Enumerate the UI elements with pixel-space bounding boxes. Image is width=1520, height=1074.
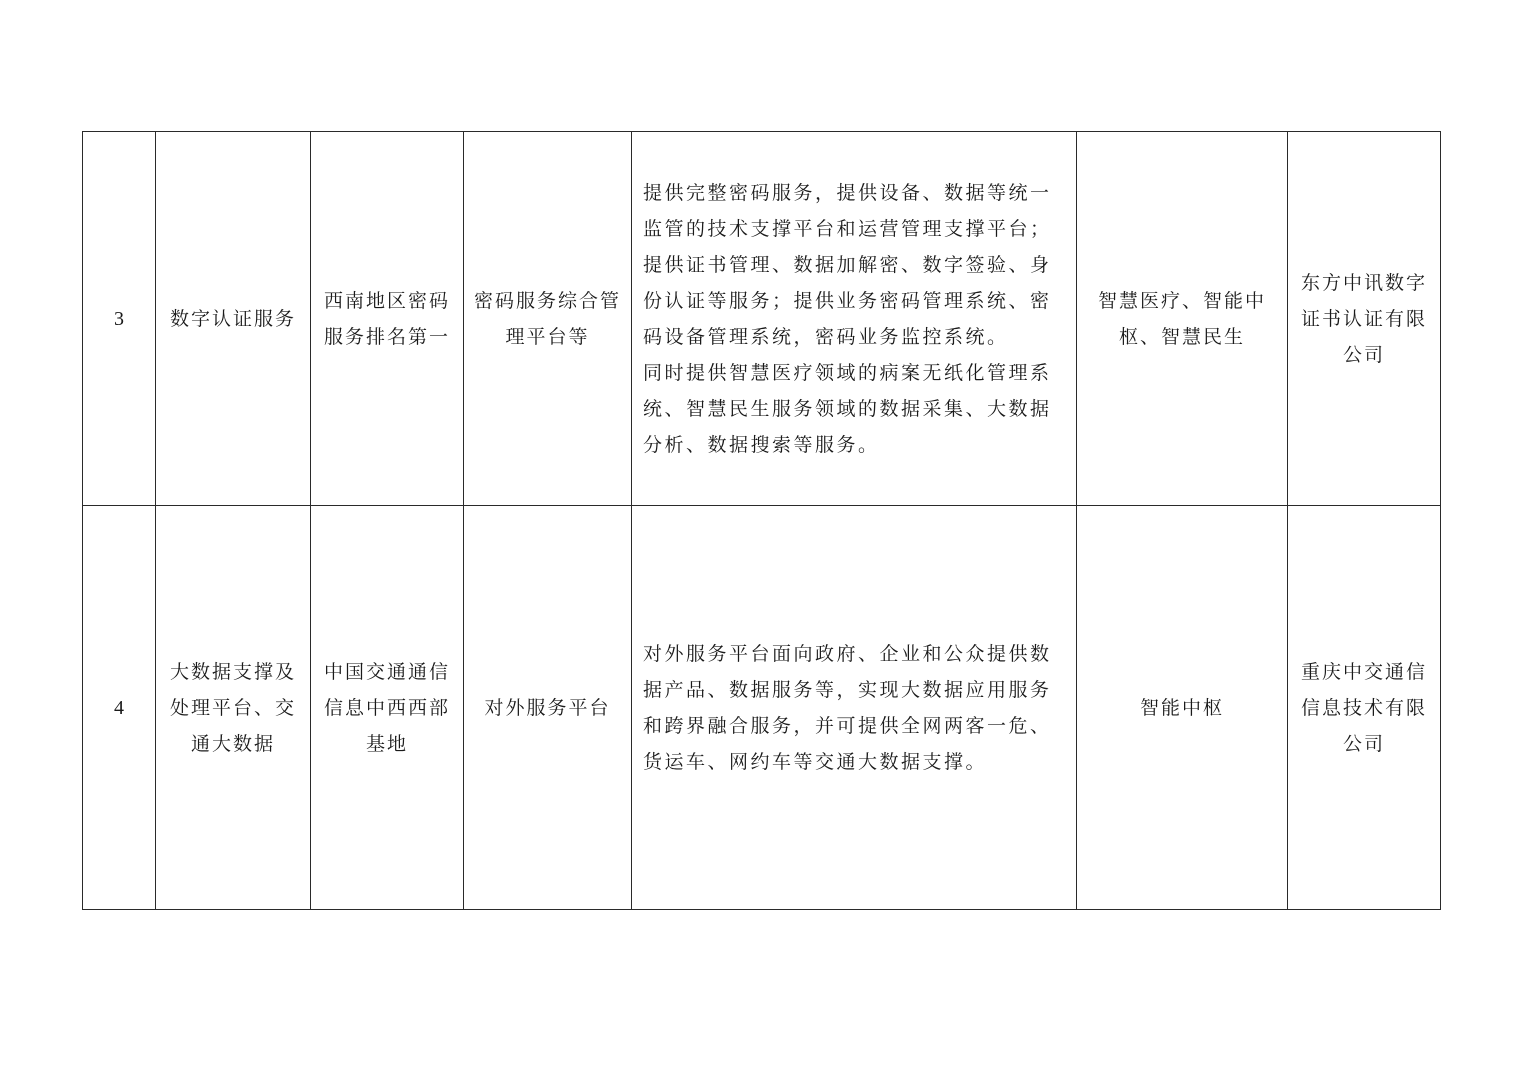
ranking-cell: 中国交通通信信息中西西部基地 [311, 506, 464, 910]
ranking-cell: 西南地区密码服务排名第一 [311, 132, 464, 506]
platform-cell: 对外服务平台 [464, 506, 632, 910]
field-cell: 智慧医疗、智能中枢、智慧民生 [1077, 132, 1288, 506]
enterprise-table [82, 131, 1441, 910]
description-paragraph: 提供完整密码服务，提供设备、数据等统一监管的技术支撑平台和运营管理支撑平台；提供证书管理、数据加解密、数字签验、身份认证等服务；提供业务密码管理系统、密码设备管理系统，密码业务监控系统。 [643, 181, 1052, 348]
table-row [83, 132, 1441, 506]
service-cell: 大数据支撑及处理平台、交通大数据 [156, 506, 311, 910]
service-cell: 数字认证服务 [156, 132, 311, 506]
field-cell: 智能中枢 [1077, 506, 1288, 910]
description-paragraph: 同时提供智慧医疗领域的病案无纸化管理系统、智慧民生服务领域的数据采集、大数据分析、数据搜索等服务。 [643, 361, 1052, 456]
description-paragraph: 对外服务平台面向政府、企业和公众提供数据产品、数据服务等，实现大数据应用服务和跨界融合服务，并可提供全网两客一危、货运车、网约车等交通大数据支撑。 [643, 642, 1052, 773]
description-cell [632, 506, 1077, 910]
table-row [83, 506, 1441, 910]
platform-cell: 密码服务综合管理平台等 [464, 132, 632, 506]
description-cell [632, 132, 1077, 506]
company-cell: 东方中讯数字证书认证有限公司 [1288, 132, 1441, 506]
row-number-cell: 3 [83, 132, 156, 506]
company-cell: 重庆中交通信信息技术有限公司 [1288, 506, 1441, 910]
row-number-cell: 4 [83, 506, 156, 910]
